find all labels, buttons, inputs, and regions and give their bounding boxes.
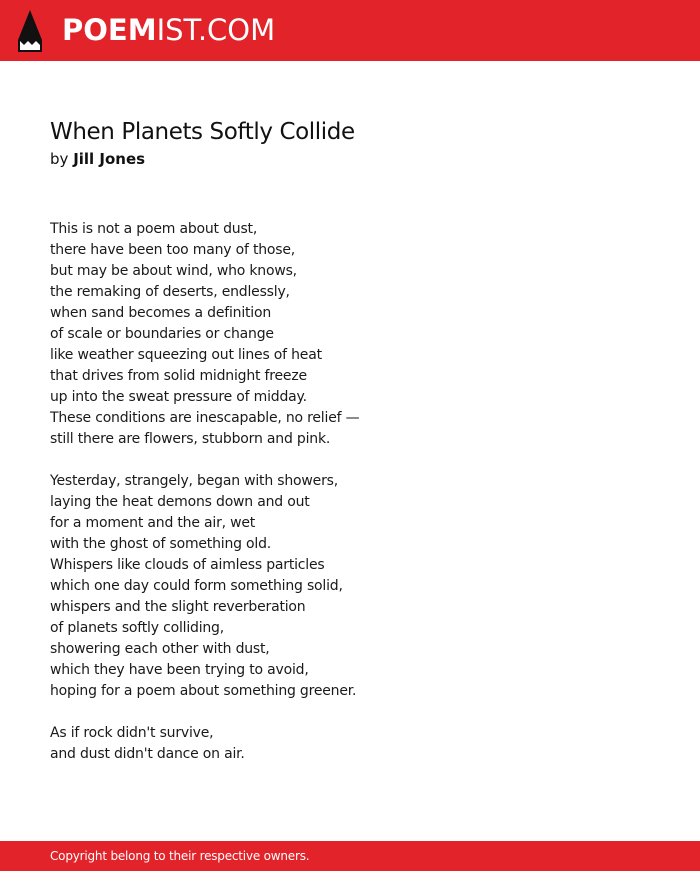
- poem-line: whispers and the slight reverberation: [50, 599, 306, 615]
- poem-line: but may be about wind, who knows,: [50, 263, 297, 279]
- site-logo-link[interactable]: [62, 12, 275, 48]
- poem-line: up into the sweat pressure of midday.: [50, 389, 307, 405]
- site-footer: [0, 841, 700, 871]
- stanza-2: [50, 471, 650, 702]
- logo-bold-text: POEM: [62, 13, 157, 47]
- poem-line: and dust didn't dance on air.: [50, 746, 245, 762]
- poem-line: still there are flowers, stubborn and pink.: [50, 431, 331, 447]
- copyright-notice: Copyright belong to their respective owners.: [50, 849, 310, 863]
- poem-line: there have been too many of those,: [50, 242, 296, 258]
- poem-title: When Planets Softly Collide: [50, 119, 355, 145]
- poem-line: like weather squeezing out lines of heat: [50, 347, 322, 363]
- stanza-1: [50, 219, 650, 450]
- poem-line: for a moment and the air, wet: [50, 515, 256, 531]
- stanza-3: [50, 723, 650, 765]
- poem-line: the remaking of deserts, endlessly,: [50, 284, 290, 300]
- poem-line: Whispers like clouds of aimless particles: [50, 557, 325, 573]
- poem-line: hoping for a poem about something greener.: [50, 683, 357, 699]
- logo-light-text: IST.COM: [156, 13, 276, 47]
- poem-line: laying the heat demons down and out: [50, 494, 310, 510]
- poem-line: showering each other with dust,: [50, 641, 270, 657]
- pencil-icon[interactable]: [18, 10, 42, 52]
- poem-body: [50, 219, 650, 786]
- poem-line: As if rock didn't survive,: [50, 725, 214, 741]
- poem-line: of scale or boundaries or change: [50, 326, 274, 342]
- poem-line: with the ghost of something old.: [50, 536, 272, 552]
- byline: [50, 148, 145, 170]
- poem-line: These conditions are inescapable, no relief —: [50, 410, 360, 426]
- poem-line: This is not a poem about dust,: [50, 221, 258, 237]
- poem-line: Yesterday, strangely, began with showers,: [50, 473, 338, 489]
- author-name[interactable]: Jill Jones: [73, 150, 146, 168]
- poem-line: of planets softly colliding,: [50, 620, 224, 636]
- poem-line: which they have been trying to avoid,: [50, 662, 309, 678]
- site-header: [0, 0, 700, 61]
- byline-prefix: by: [50, 150, 69, 168]
- poem-line: when sand becomes a definition: [50, 305, 272, 321]
- poem-line: that drives from solid midnight freeze: [50, 368, 307, 384]
- poem-line: which one day could form something solid,: [50, 578, 343, 594]
